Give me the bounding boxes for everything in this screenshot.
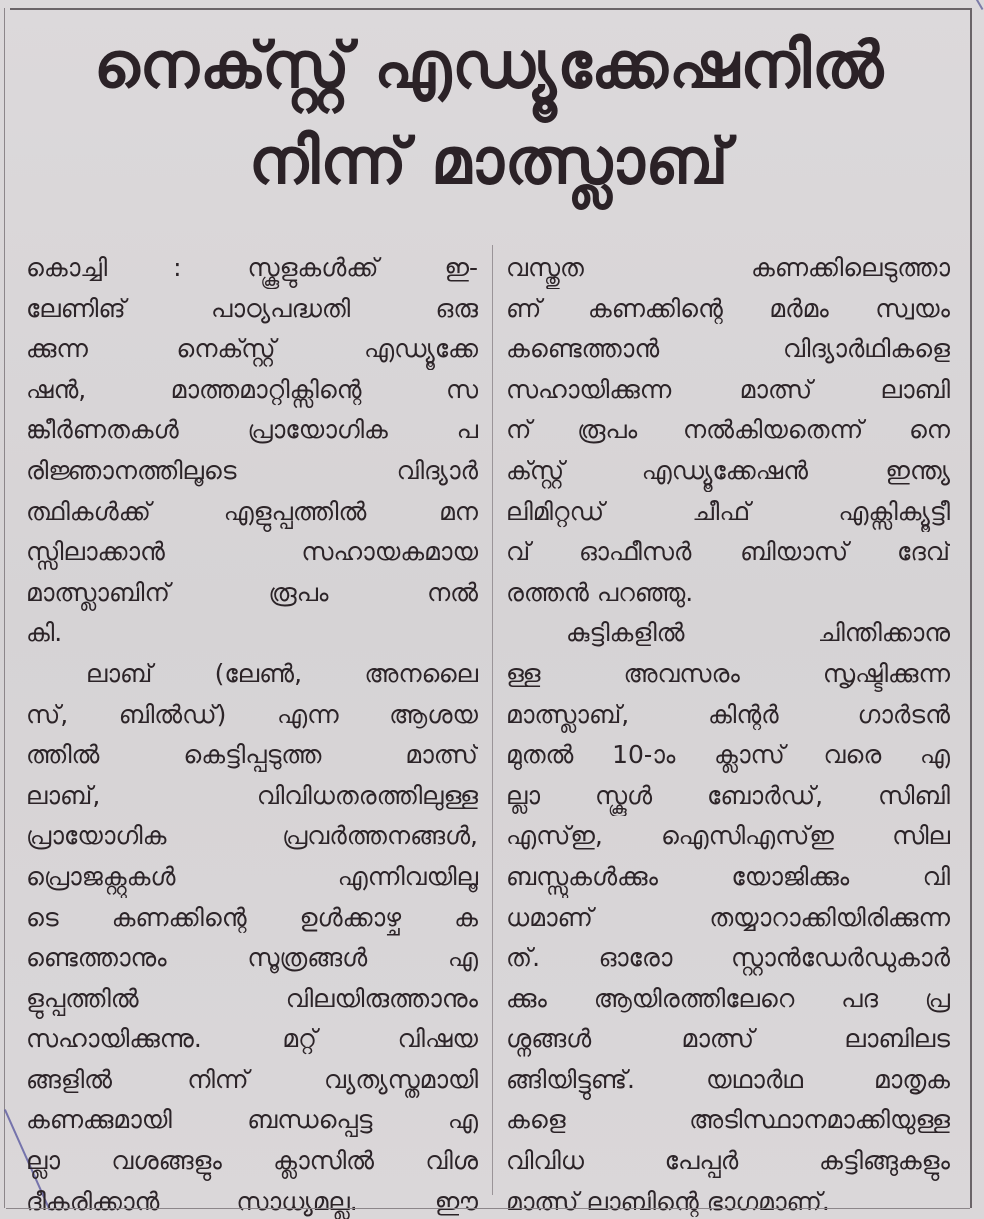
right-column-line: എസ്ഇ, ഐസിഎസ്ഇ സില xyxy=(506,821,950,851)
right-column-line: കുട്ടികളിൽ ചിന്തിക്കാനു xyxy=(566,618,950,648)
right-column-line: ത്. ഓരോ സ്റ്റാൻഡേർഡുകാർ xyxy=(506,943,950,973)
left-column-line: ലാബ് (ലേൺ, അനലൈ xyxy=(86,658,478,688)
right-column-line: ങ്ങിയിട്ടുണ്ട്. യഥാർഥ മാതൃക xyxy=(506,1064,950,1094)
right-column xyxy=(506,248,950,1219)
right-column-line: രത്തൻ പറഞ്ഞു. xyxy=(506,577,694,607)
right-column-line: ണ് കണക്കിന്റെ മർമം സ്വയം xyxy=(506,293,950,323)
right-column-line: വ് ഓഫീസർ ബിയാസ് ദേവ് xyxy=(506,537,950,567)
left-column-line: ലാബ്, വിവിധതരത്തിലുള്ള xyxy=(26,780,478,810)
left-column-line: ങ്ങളിൽ നിന്ന് വ്യത്യസ്തമായി xyxy=(26,1064,478,1094)
right-column-line: ന് രൂപം നൽകിയതെന്ന് നെ xyxy=(506,415,950,445)
right-column-line: കളെ അടിസ്ഥാനമാക്കിയുള്ള xyxy=(506,1105,950,1135)
right-column-line: ക്കും ആയിരത്തിലേറെ പദ പ്ര xyxy=(506,983,950,1013)
left-column-line: ലേണിങ് പാഠ്യപദ്ധതി ഒരു xyxy=(26,293,478,323)
left-column-line: പ്രൊജക്റ്റുകൾ എന്നിവയിലൂ xyxy=(26,861,478,891)
left-column xyxy=(26,248,478,1219)
headline-line-2: നിന്ന് മാത്സ്ലാബ് xyxy=(248,125,730,199)
left-column-line: കണക്കുമായി ബന്ധപ്പെട്ട എ xyxy=(26,1105,478,1135)
left-column-line: രിജ്ഞാനത്തിലൂടെ വിദ്യാർ xyxy=(26,455,478,485)
frame-left-border xyxy=(4,8,5,1208)
column-divider xyxy=(492,245,493,1195)
left-column-line: പ്രായോഗിക പ്രവർത്തനങ്ങൾ, xyxy=(26,821,478,851)
right-column-line: വസ്തുത കണക്കിലെടുത്താ xyxy=(506,253,950,282)
right-column-line: മാത്സ്ലാബ്, കിന്റർ ഗാർടൻ xyxy=(506,699,950,729)
right-column-line: സഹായിക്കുന്ന മാത്സ് ലാബി xyxy=(506,374,950,404)
right-column-line: മാത്സ് ലാബിന്റെ ഭാഗമാണ്. xyxy=(506,1186,830,1216)
left-column-line: ദീകരിക്കാൻ സാധ്യമല്ല. ഈ xyxy=(26,1186,478,1216)
right-column-line: ലിമിറ്റഡ് ചീഫ് എക്സിക്യൂട്ടീ xyxy=(506,496,950,526)
right-column-line: മുതൽ 10-ാം ക്ലാസ് വരെ എ xyxy=(506,740,950,770)
left-column-line: മാത്സ്ലാബിന് രൂപം നൽ xyxy=(26,577,478,607)
frame-top-border xyxy=(10,8,972,10)
right-column-line: വിവിധ പേപ്പർ കട്ടിങ്ങുകളും xyxy=(506,1146,950,1176)
left-column-line: ക്കുന്ന നെക്സ്റ്റ് എഡ്യൂക്കേ xyxy=(26,334,478,364)
left-column-line: ങ്കീർണതകൾ പ്രായോഗിക പ xyxy=(26,415,478,445)
left-column-line: ളുപ്പത്തിൽ വിലയിരുത്താനും xyxy=(26,983,478,1013)
left-column-line: ടെ കണക്കിന്റെ ഉൾക്കാഴ്ച ക xyxy=(26,902,478,932)
left-column-line: ല്ലാ വശങ്ങളും ക്ലാസിൽ വിശ xyxy=(26,1146,478,1176)
left-column-line: ണ്ടെത്താനും സൂത്രങ്ങൾ എ xyxy=(26,943,478,973)
headline-line-1: നെക്സ്റ്റ് എഡ്യൂക്കേഷനിൽ xyxy=(93,29,885,103)
right-column-line: കണ്ടെത്താൻ വിദ്യാർഥികളെ xyxy=(506,334,950,364)
headline xyxy=(14,18,964,210)
right-column-line: ബസ്സുകൾക്കും യോജിക്കും വി xyxy=(506,861,950,891)
left-column-line: ഷൻ, മാത്തമാറ്റിക്സിന്റെ സ xyxy=(26,374,478,404)
frame-right-border xyxy=(970,8,972,1208)
left-column-line: സ്സിലാക്കാൻ സഹായകമായ xyxy=(26,537,478,567)
right-column-line: ള്ള അവസരം സൃഷ്ടിക്കുന്ന xyxy=(506,658,950,688)
left-column-line: സ്, ബിൽഡ്) എന്ന ആശയ xyxy=(26,699,478,729)
left-column-line: കി. xyxy=(26,618,63,648)
right-column-line: ല്ലാ സ്കൂൾ ബോർഡ്, സിബി xyxy=(506,780,950,810)
left-column-line: ത്ഥികൾക്ക് എളുപ്പത്തിൽ മന xyxy=(26,496,478,526)
left-column-line: സഹായിക്കുന്നു. മറ്റ് വിഷയ xyxy=(26,1024,478,1054)
left-column-line: കൊച്ചി : സ്കൂളുകൾക്ക് ഇ- xyxy=(26,253,478,282)
right-column-line: ക്സ്റ്റ് എഡ്യൂക്കേഷൻ ഇന്ത്യ xyxy=(506,455,950,485)
left-column-line: ത്തിൽ കെട്ടിപ്പടുത്ത മാത്സ് xyxy=(26,740,478,770)
corner-pen-mark xyxy=(963,0,984,17)
right-column-line: ശ്നങ്ങൾ മാത്സ് ലാബിലട xyxy=(506,1024,950,1054)
right-column-line: ധമാണ് തയ്യാറാക്കിയിരിക്കുന്ന xyxy=(506,902,950,932)
bottom-border xyxy=(6,1208,970,1209)
